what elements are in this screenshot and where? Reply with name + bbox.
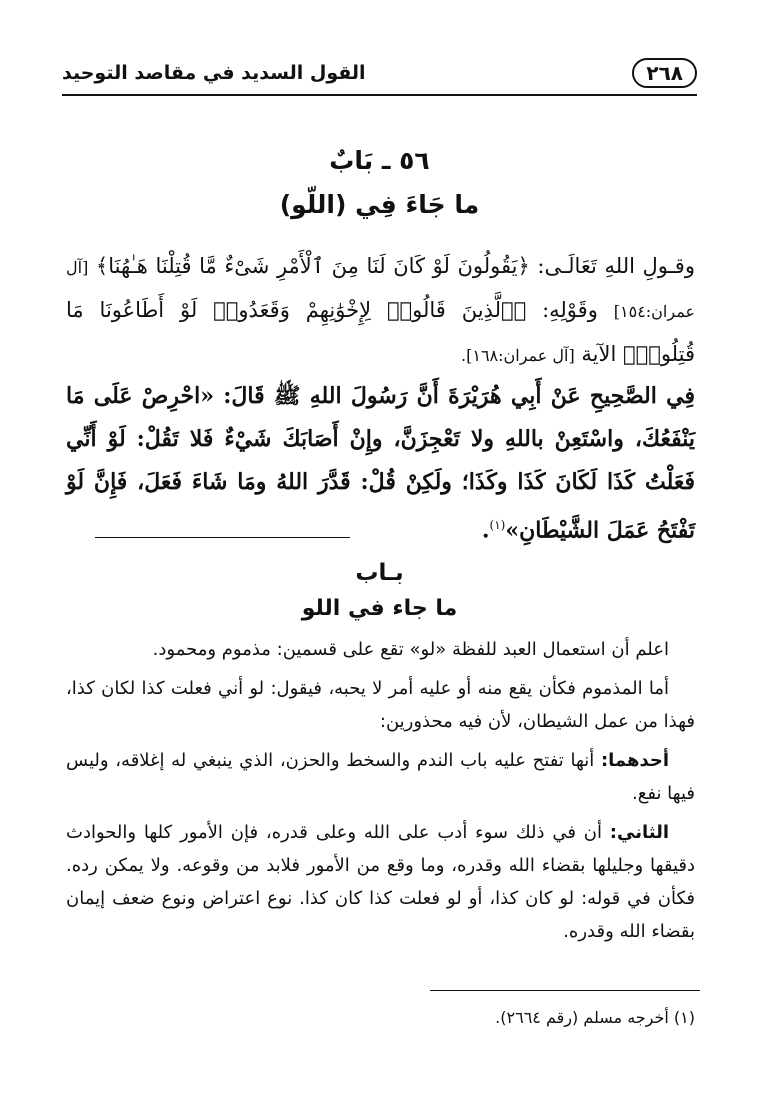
header-divider [62, 94, 697, 96]
footnote: (١) أخرجه مسلم (رقم ٢٦٦٤). [495, 1008, 695, 1027]
running-title: القول السديد في مقاصد التوحيد [62, 62, 366, 84]
quran-intro [66, 245, 695, 377]
verse-reference-1: [آل عمران:١٥٤] [66, 258, 695, 321]
hadith-text [66, 375, 695, 552]
commentary-paragraph [66, 816, 695, 948]
commentary-paragraph: أما المذموم فكأن يقع منه أو عليه أمر لا يحبه، فيقول: لو أني فعلت كذا لكان كذا، فهذا من عمل الشيطان، لأن فيه محذورين: [66, 678, 695, 732]
quran-verse-2: وقَوْلِهِ: ﴿ٱلَّذِينَ قَالُوا۟ لِإِخْوَٰنِهِمْ وَقَعَدُوا۟ لَوْ أَطَاعُونَا مَا قُتِلُوا۟﴾ الآية [66, 298, 695, 366]
hadith-end: . [481, 517, 490, 544]
verse-reference-2: [آل عمران:١٦٨]. [461, 346, 575, 365]
commentary-paragraph [66, 744, 695, 810]
paragraph-text: أن في ذلك سوء أدب على الله وعلى قدره، فإن الأمور كلها والحوادث دقيقها وجليلها بقضاء الله وقدره، وما وقع من الأمور فلابد من وقوعه. ولا يمكن رده. فكأن في قوله: لو كان كذا، أو لو فعلت كذا كان كذا. نوع اعتراض ونوع ضعف إيمان بقضاء الله وقدره. [66, 822, 695, 942]
commentary [66, 633, 695, 954]
quran-verse-1: وقـولِ اللهِ تَعَالَـى: ﴿يَقُولُونَ لَوْ كَانَ لَنَا مِنَ ٱلْأَمْرِ شَىْءٌ مَّا قُتِلْنَا هَـٰهُنَا﴾ [95, 254, 695, 278]
page-number: ٢٦٨ [632, 58, 697, 88]
section-subtitle: ما جاء في اللو [301, 596, 458, 621]
hadith-body: فِي الصَّحِيحِ عَنْ أَبِي هُرَيْرَةَ أَنَّ رَسُولَ اللهِ ﷺ قَالَ: «احْرِصْ عَلَى مَا يَنْفَعُكَ، واسْتَعِنْ باللهِ ولا تَعْجِزَنَّ، وإِنْ أَصَابَكَ شَيْءٌ فَلا تَقُلْ: لَوْ أَنِّي فَعَلْتُ كَذَا لَكَانَ كَذَا وكَذَا؛ ولَكِنْ قُلْ: قَدَّرَ اللهُ ومَا شَاءَ فَعَلَ، فَإِنَّ لَوْ تَفْتَحُ عَمَلَ الشَّيْطَانِ» [66, 383, 695, 544]
chapter-title: ما جَاءَ فِي (اللّو) [279, 190, 480, 219]
commentary-paragraph: اعلم أن استعمال العبد للفظة «لو» تقع على قسمين: مذموم ومحمود. [152, 639, 669, 660]
paragraph-lead: أحدهما: [600, 750, 669, 771]
footnote-marker: (١) [489, 518, 506, 532]
paragraph-text: أنها تفتح عليه باب الندم والسخط والحزن، الذي ينبغي له إغلاقه، وليس فيها نفع. [66, 750, 695, 804]
section-title: بـاب [355, 560, 404, 586]
paragraph-lead: الثاني: [609, 822, 669, 843]
section-divider [95, 537, 350, 538]
chapter-number: ٥٦ ـ بَابٌ [329, 146, 430, 175]
footnote-divider [430, 990, 700, 991]
page-header [62, 58, 697, 92]
